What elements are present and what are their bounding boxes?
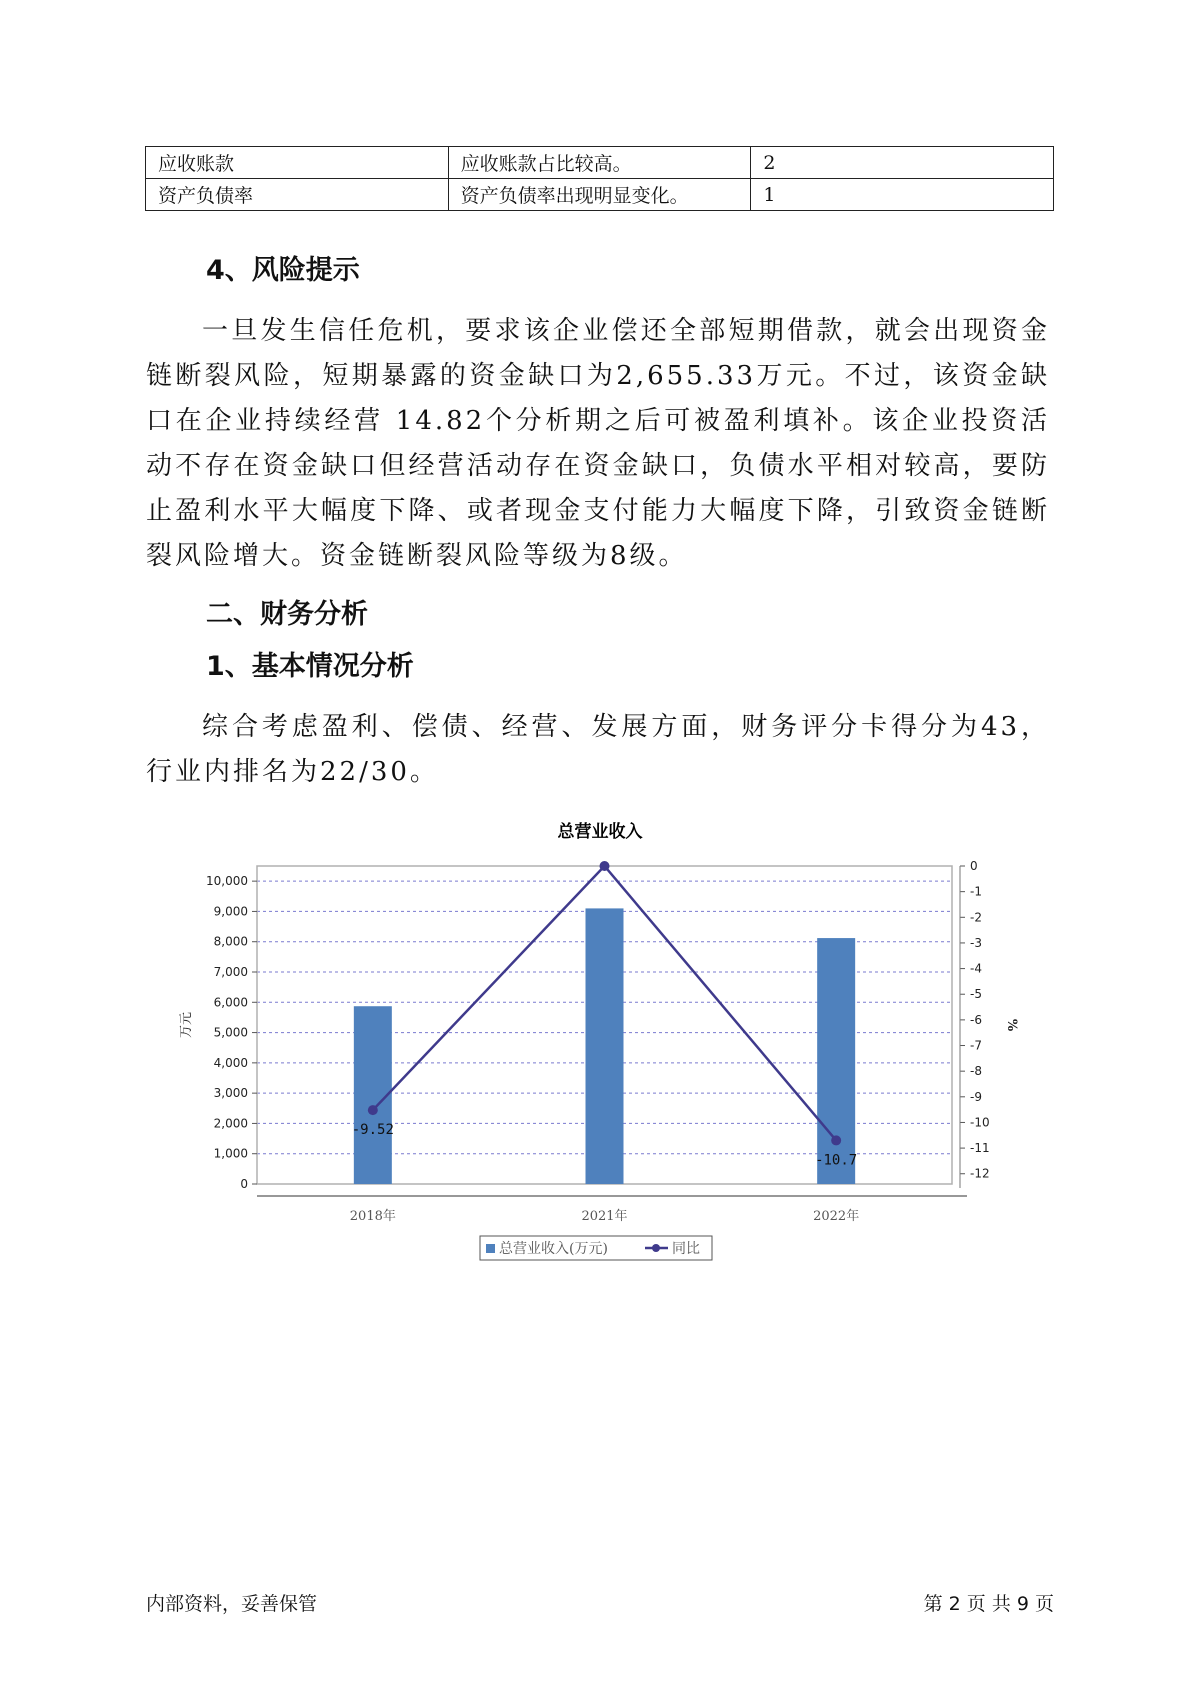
y-tick-label: 4,000 <box>213 1055 248 1070</box>
y2-tick-label: -2 <box>970 910 982 925</box>
bar <box>815 938 858 1184</box>
y-tick-label: 10,000 <box>206 874 248 889</box>
y2-tick-label: -6 <box>970 1012 982 1027</box>
table-cell-item: 应收账款 <box>146 147 449 179</box>
y-tick-label: 6,000 <box>213 995 248 1010</box>
y2-tick-label: -4 <box>970 961 982 976</box>
y-tick-label: 2,000 <box>213 1116 248 1131</box>
y2-tick-label: 0 <box>970 859 978 873</box>
chart-title: 总营业收入 <box>557 822 643 842</box>
revenue-chart <box>170 818 1020 1278</box>
y-tick-label: 5,000 <box>213 1025 248 1040</box>
y-tick-label: 9,000 <box>213 904 248 919</box>
bar <box>586 908 624 1184</box>
risk-heading: 4、风险提示 <box>206 255 360 286</box>
line-point <box>368 1105 378 1115</box>
y-tick-label: 7,000 <box>213 965 248 979</box>
legend-label-line: 同比 <box>672 1241 700 1257</box>
chart-bars <box>351 908 858 1184</box>
chart-legend <box>480 1236 712 1260</box>
finance-heading: 二、财务分析 <box>206 599 368 630</box>
y2-tick-label: -10 <box>970 1115 990 1130</box>
footer-page-number: 第 2 页 共 9 页 <box>923 1593 1054 1615</box>
y-tick-label: 0 <box>240 1177 248 1191</box>
legend-marker-line <box>652 1244 660 1252</box>
legend-swatch-bar <box>486 1244 495 1253</box>
footer-confidential: 内部资料，妥善保管 <box>146 1593 318 1615</box>
data-label: -10.7 <box>815 1152 858 1169</box>
y-tick-label: 3,000 <box>213 1086 248 1101</box>
y2-tick-label: -3 <box>970 935 982 950</box>
risk-paragraph: 一旦发生信任危机，要求该企业偿还全部短期借款，就会出现资金链断裂风险，短期暴露的资金缺口为2,655.33万元。不过，该资金缺口在企业持续经营 14.82个分析期之后可被盈利填补。该企业投资活动不存在资金缺口但经营活动存在资金缺口，负债水平相对较高，要防止盈利水平大幅度下降、或者现金支付能力大幅度下降，引致资金链断裂风险增大。资金链断裂风险等级为8级。 <box>146 316 1050 571</box>
y2-tick-label: -1 <box>970 884 982 899</box>
table-cell-value: 2 <box>751 147 1054 179</box>
y2-tick-label: -7 <box>970 1038 982 1053</box>
legend-label-bar: 总营业收入(万元) <box>499 1241 608 1257</box>
x-tick-label: 2022年 <box>813 1209 860 1224</box>
y2-tick-label: -8 <box>970 1064 982 1079</box>
table-cell-value: 1 <box>751 179 1054 211</box>
y-axis-label: 万元 <box>179 1011 194 1039</box>
table-cell-description: 资产负债率出现明显变化。 <box>448 179 751 211</box>
table-cell-item: 资产负债率 <box>146 179 449 211</box>
table-row <box>146 179 1054 211</box>
y-tick-label: 8,000 <box>213 934 248 949</box>
x-tick-label: 2021年 <box>581 1209 628 1224</box>
data-label: -9.52 <box>351 1122 394 1139</box>
line-point <box>600 861 610 871</box>
y2-tick-label: -5 <box>970 987 982 1002</box>
y2-tick-label: -11 <box>970 1141 990 1156</box>
y2-tick-label: -9 <box>970 1089 982 1104</box>
table-cell-description: 应收账款占比较高。 <box>448 147 751 179</box>
y-tick-label: 1,000 <box>213 1146 248 1161</box>
y2-axis-label: % <box>1004 1018 1019 1032</box>
indicator-table <box>145 146 1054 211</box>
table-row <box>146 147 1054 179</box>
x-tick-label: 2018年 <box>349 1209 396 1224</box>
line-point <box>831 1135 841 1145</box>
basic-analysis-heading: 1、基本情况分析 <box>206 651 414 682</box>
basic-analysis-paragraph: 综合考虑盈利、偿债、经营、发展方面，财务评分卡得分为43，行业内排名为22/30。 <box>146 712 1050 787</box>
y2-tick-label: -12 <box>970 1166 990 1181</box>
